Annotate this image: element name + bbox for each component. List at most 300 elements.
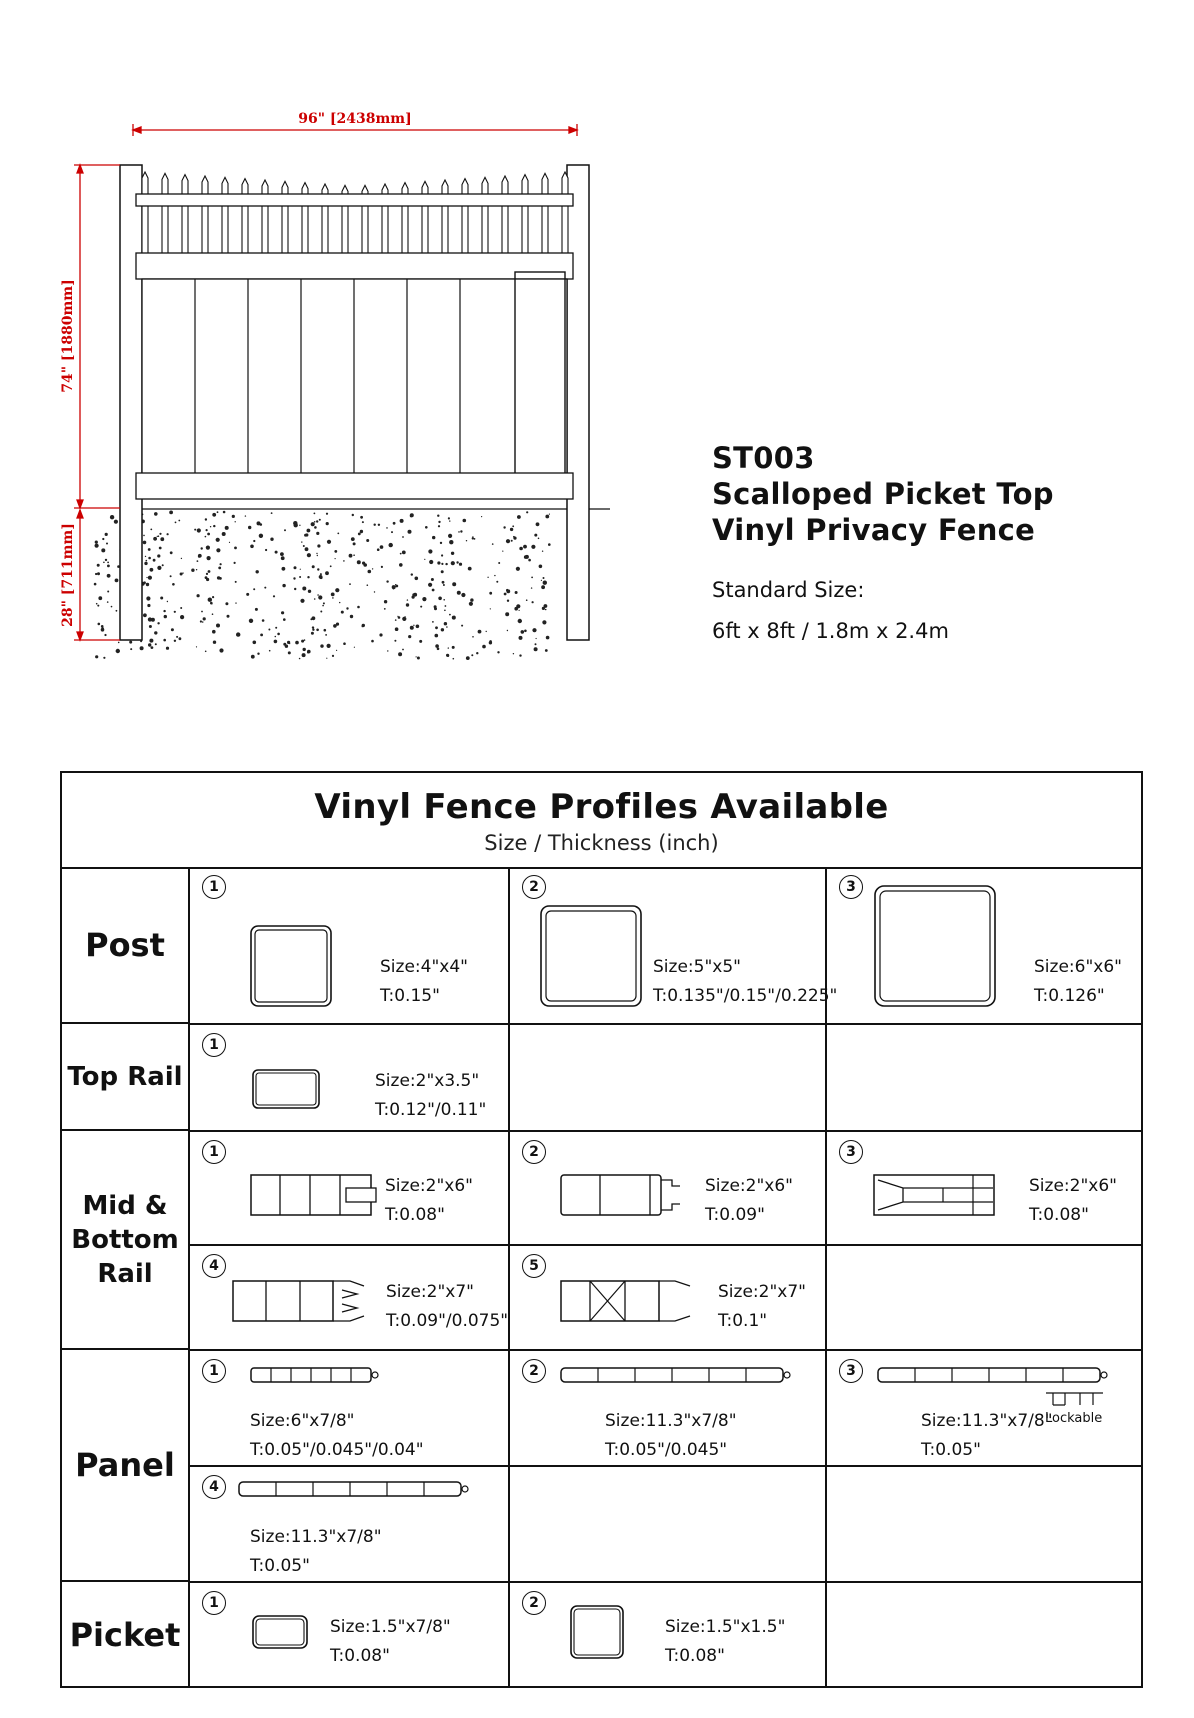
gravel-dot (322, 605, 324, 607)
gravel-dot (160, 537, 164, 541)
gravel-dot (143, 613, 147, 617)
gravel-dot (196, 569, 197, 570)
gravel-dot (449, 540, 453, 544)
picket-1-cell (190, 1583, 508, 1688)
picket-line (522, 175, 528, 253)
gravel-dot (444, 610, 446, 612)
gravel-dot (268, 629, 270, 631)
gravel-dot (220, 563, 222, 565)
gravel-dot (384, 608, 386, 610)
gravel-dot (371, 640, 374, 643)
gravel-dot (332, 597, 334, 599)
picket-line (542, 173, 548, 253)
gravel-dot (253, 588, 255, 590)
gravel-dot (545, 515, 549, 519)
panel-4-spec (250, 1523, 382, 1581)
gravel-dot (288, 651, 291, 654)
row-label-mid-bottom-rail: Mid & Bottom Rail (62, 1131, 190, 1350)
gravel-dot (130, 648, 132, 650)
table-subtitle: Size / Thickness (inch) (484, 831, 719, 855)
gravel-dot (362, 521, 364, 523)
gravel-dot (194, 529, 196, 531)
gravel-dot (507, 600, 509, 602)
gravel-dot (474, 538, 476, 540)
gravel-dot (301, 541, 302, 542)
gravel-dot (524, 555, 528, 559)
gravel-dot (372, 568, 373, 569)
gravel-dot (451, 552, 454, 555)
panel-3-spec (921, 1407, 1053, 1465)
picket-2-spec (665, 1613, 785, 1671)
gravel-dot (496, 581, 498, 583)
gravel-dot (351, 537, 355, 541)
gravel-dot (456, 561, 458, 563)
gravel-dot (148, 557, 151, 560)
table-header (62, 773, 1141, 869)
left-post (120, 165, 142, 640)
gravel-dot (513, 653, 514, 654)
item-number: 2 (522, 1359, 546, 1383)
gravel-dot (269, 650, 271, 652)
gravel-dot (223, 511, 226, 514)
gravel-dot (307, 553, 311, 557)
mid-rail-1-spec (385, 1172, 473, 1230)
gravel-dot (380, 545, 384, 549)
gravel-dot (246, 593, 249, 596)
gravel-dot (149, 625, 152, 628)
gravel-dot (299, 576, 301, 578)
row-label-panel: Panel (62, 1350, 190, 1582)
item-number: 3 (839, 875, 863, 899)
gravel-dot (326, 513, 328, 515)
gravel-dot (312, 626, 314, 628)
gravel-dot (441, 628, 444, 631)
picket-line (562, 172, 568, 253)
gravel-dot (389, 543, 393, 547)
gravel-dot (368, 570, 372, 574)
gravel-ground (94, 511, 551, 660)
gravel-dot (539, 565, 543, 569)
gravel-dot (545, 609, 547, 611)
gravel-dot (523, 545, 527, 549)
gravel-dot (394, 640, 396, 642)
gravel-dot (234, 562, 236, 564)
gravel-dot (420, 606, 422, 608)
gravel-dot (458, 531, 460, 533)
gravel-dot (212, 596, 214, 598)
profiles-table (60, 771, 1143, 1688)
gravel-dot (300, 569, 301, 570)
gravel-dot (413, 625, 414, 626)
gravel-dot (275, 551, 278, 554)
gravel-dot (174, 611, 176, 613)
gravel-dot (346, 607, 348, 609)
gravel-dot (451, 561, 455, 565)
gravel-dot (350, 615, 353, 618)
gravel-dot (260, 634, 263, 637)
gravel-dot (148, 617, 152, 621)
gravel-dot (494, 575, 495, 576)
gravel-dot (299, 525, 300, 526)
gravel-dot (360, 516, 363, 519)
gravel-dot (377, 548, 380, 551)
gravel-dot (320, 644, 323, 647)
gravel-dot (349, 554, 353, 558)
mid-rail-3-spec (1029, 1172, 1117, 1230)
gravel-dot (281, 611, 284, 614)
gravel-dot (431, 578, 434, 581)
gravel-dot (366, 539, 369, 542)
gravel-dot (445, 563, 447, 565)
gravel-dot (105, 559, 107, 561)
post-2-spec (653, 953, 837, 1011)
gravel-dot (114, 520, 118, 524)
gravel-dot (476, 652, 478, 654)
gravel-dot (308, 590, 311, 593)
gravel-dot (395, 627, 399, 631)
mid-rail-5-cell (510, 1246, 825, 1350)
gravel-dot (489, 641, 492, 644)
gravel-dot (438, 525, 440, 527)
gravel-dot (452, 616, 456, 620)
gravel-dot (304, 639, 306, 641)
spec-text: T:0.126" (1034, 986, 1105, 1006)
gravel-dot (327, 644, 331, 648)
gravel-dot (542, 620, 546, 624)
gravel-dot (447, 655, 449, 657)
gravel-dot (363, 563, 367, 567)
gravel-dot (157, 566, 161, 570)
gravel-dot (159, 533, 161, 535)
gravel-dot (425, 526, 428, 529)
gravel-dot (103, 562, 105, 564)
gravel-dot (408, 635, 411, 638)
gravel-dot (179, 637, 182, 640)
gravel-dot (106, 543, 108, 545)
gravel-dot (170, 575, 172, 577)
gravel-dot (386, 527, 388, 529)
gravel-dot (163, 610, 165, 612)
gravel-dot (271, 512, 273, 514)
gravel-dot (146, 577, 147, 578)
gravel-dot (469, 602, 473, 606)
mid-rail-5-spec (718, 1278, 806, 1336)
gravel-dot (452, 582, 456, 586)
gravel-dot (295, 641, 299, 645)
gravel-dot (395, 585, 398, 588)
mid-rail-2-cell (510, 1132, 825, 1245)
gravel-dot (212, 613, 214, 615)
gravel-dot (478, 630, 482, 634)
gravel-dot (449, 520, 450, 521)
gravel-dot (393, 522, 396, 525)
gravel-dot (153, 559, 156, 562)
spec-text: T:0.05"/0.045" (605, 1440, 728, 1460)
picket-line (482, 177, 488, 253)
gravel-dot (314, 526, 317, 529)
gravel-dot (548, 543, 551, 546)
spec-text: Size:1.5"x7/8" (330, 1617, 451, 1637)
gravel-dot (107, 601, 109, 603)
gravel-dot (206, 573, 208, 575)
gravel-dot (432, 621, 434, 623)
post-1-spec (380, 953, 468, 1011)
gravel-dot (531, 587, 532, 588)
gravel-dot (434, 607, 437, 610)
gravel-dot (234, 547, 237, 550)
gravel-dot (102, 538, 104, 540)
gravel-dot (167, 533, 169, 535)
row-label-post: Post (62, 867, 190, 1024)
gravel-dot (416, 625, 420, 629)
gravel-dot (416, 656, 417, 657)
picket-line (202, 176, 208, 253)
gravel-dot (432, 536, 435, 539)
gravel-dot (222, 532, 226, 536)
gravel-dot (486, 631, 487, 632)
gravel-dot (95, 544, 99, 548)
gravel-dot (305, 533, 308, 536)
gravel-dot (318, 595, 322, 599)
gravel-dot (155, 643, 157, 645)
gravel-dot (541, 580, 542, 581)
spec-text: Size:11.3"x7/8" (921, 1411, 1053, 1431)
gravel-dot (534, 647, 538, 651)
gravel-dot (212, 630, 216, 634)
gravel-dot (314, 513, 316, 515)
gravel-dot (545, 649, 548, 652)
gravel-dot (256, 570, 259, 573)
gravel-dot (225, 602, 228, 605)
gravel-dot (235, 581, 237, 583)
spec-text: Size:2"x6" (1029, 1176, 1117, 1196)
gravel-dot (97, 564, 100, 567)
mid-rail-1-cell (190, 1132, 508, 1245)
gravel-dot (166, 647, 169, 650)
gravel-dot (111, 606, 113, 608)
gravel-dot (196, 646, 197, 647)
gravel-dot (314, 521, 316, 523)
picket-line (462, 179, 468, 253)
gravel-dot (410, 626, 414, 630)
gravel-dot (415, 577, 419, 581)
spec-text: Size:11.3"x7/8" (250, 1527, 382, 1547)
panel-2-spec (605, 1407, 737, 1465)
gravel-dot (327, 540, 331, 544)
gravel-dot (428, 583, 432, 587)
gravel-dot (360, 530, 363, 533)
gravel-dot (300, 599, 304, 603)
gravel-dot (437, 561, 440, 564)
gravel-dot (213, 525, 215, 527)
gravel-dot (149, 639, 153, 643)
gravel-dot (400, 553, 402, 555)
gravel-dot (392, 585, 396, 589)
gravel-dot (154, 512, 158, 516)
gravel-dot (357, 606, 360, 609)
gravel-dot (275, 627, 277, 629)
gravel-dot (265, 549, 267, 551)
panel-4-cell (190, 1467, 508, 1582)
gravel-dot (445, 605, 447, 607)
gravel-dot (325, 634, 327, 636)
width-dimension: 96" [2438mm] (298, 111, 412, 127)
bottom-rail (136, 473, 573, 499)
gravel-dot (97, 605, 99, 607)
gravel-dot (320, 573, 322, 575)
gravel-dot (320, 611, 322, 613)
gravel-dot (150, 568, 154, 572)
gravel-dot (435, 644, 439, 648)
gravel-dot (217, 511, 219, 513)
gravel-dot (236, 632, 240, 636)
gravel-dot (531, 545, 535, 549)
gravel-dot (519, 654, 521, 656)
gravel-dot (285, 645, 288, 648)
top-rail-1-spec (375, 1067, 486, 1125)
gravel-dot (216, 624, 220, 628)
gravel-dot (516, 567, 520, 571)
gravel-dot (107, 591, 109, 593)
gravel-dot (160, 597, 163, 600)
gravel-dot (314, 598, 316, 600)
gravel-dot (232, 515, 235, 518)
picket-line (182, 175, 188, 253)
gravel-dot (384, 600, 387, 603)
gravel-dot (251, 655, 255, 659)
gravel-dot (208, 570, 211, 573)
gravel-dot (146, 583, 149, 586)
picket-line (262, 180, 268, 253)
gravel-dot (381, 566, 383, 568)
gravel-dot (303, 648, 306, 651)
gravel-dot (461, 625, 463, 627)
gravel-dot (312, 565, 315, 568)
picket-line (142, 172, 148, 253)
post-1-cell (190, 867, 508, 1024)
gravel-dot (482, 645, 486, 649)
gravel-dot (110, 515, 114, 519)
gravel-dot (197, 594, 200, 597)
gravel-dot (284, 529, 286, 531)
gravel-dot (502, 551, 503, 552)
gravel-dot (213, 641, 216, 644)
gravel-dot (419, 640, 422, 643)
gravel-dot (207, 556, 211, 560)
spec-text: Size:2"x7" (718, 1282, 806, 1302)
gravel-dot (227, 615, 230, 618)
gravel-dot (250, 545, 254, 549)
gravel-dot (281, 556, 285, 560)
gravel-dot (472, 636, 474, 638)
gravel-dot (489, 592, 492, 595)
gravel-dot (526, 511, 528, 513)
gravel-dot (513, 537, 516, 540)
gravel-dot (311, 522, 315, 526)
gravel-dot (105, 533, 108, 536)
gravel-dot (307, 576, 309, 578)
spec-text: Size:6"x7/8" (250, 1411, 355, 1431)
gravel-dot (324, 629, 327, 632)
gravel-dot (164, 615, 167, 618)
gravel-dot (150, 529, 152, 531)
gravel-dot (422, 597, 426, 601)
spec-text: Size:4"x4" (380, 957, 468, 977)
picket-line (282, 181, 288, 253)
spec-text: T:0.15" (380, 986, 440, 1006)
spec-text: Size:5"x5" (653, 957, 741, 977)
gravel-dot (205, 518, 207, 520)
gravel-dot (443, 599, 445, 601)
gravel-dot (289, 643, 290, 644)
depth-dimension: 28" [711mm] (60, 523, 76, 627)
gravel-dot (101, 625, 104, 628)
item-number: 1 (202, 1140, 226, 1164)
mid-rail-4-spec (386, 1278, 508, 1336)
spec-text: T:0.1" (718, 1311, 768, 1331)
gravel-dot (512, 525, 514, 527)
gravel-dot (503, 526, 505, 528)
gravel-dot (411, 573, 413, 575)
mid-rail-3-cell (827, 1132, 1143, 1245)
gravel-dot (398, 652, 402, 656)
gravel-dot (146, 596, 150, 600)
lockable-note: Lockable (1045, 1411, 1103, 1426)
standard-size-label: Standard Size: (712, 578, 865, 602)
gravel-dot (543, 577, 545, 579)
gravel-dot (429, 560, 433, 564)
gravel-dot (302, 587, 306, 591)
gravel-dot (466, 656, 470, 660)
gravel-dot (94, 583, 97, 586)
panel-1-spec (250, 1407, 424, 1465)
gravel-dot (277, 633, 280, 636)
gravel-dot (444, 622, 447, 625)
spec-text: T:0.08" (385, 1205, 445, 1225)
gravel-dot (197, 560, 199, 562)
gravel-dot (534, 534, 537, 537)
gravel-dot (148, 576, 152, 580)
gravel-dot (97, 572, 100, 575)
gravel-dot (466, 540, 467, 541)
gravel-dot (468, 567, 472, 571)
gravel-dot (402, 617, 406, 621)
gravel-dot (283, 618, 286, 621)
gravel-dot (144, 562, 147, 565)
gravel-dot (541, 585, 545, 589)
spec-text: T:0.08" (665, 1646, 725, 1666)
gravel-dot (305, 547, 309, 551)
gravel-dot (461, 593, 465, 597)
item-number: 1 (202, 875, 226, 899)
gravel-dot (481, 516, 482, 517)
gravel-dot (472, 537, 474, 539)
gravel-dot (317, 568, 319, 570)
picket-line (442, 180, 448, 253)
gravel-dot (330, 565, 332, 567)
gravel-dot (438, 521, 440, 523)
gravel-dot (336, 650, 337, 651)
gravel-dot (172, 583, 175, 586)
gravel-dot (182, 572, 183, 573)
gravel-dot (253, 641, 257, 645)
gravel-dot (443, 584, 445, 586)
picket-line (422, 181, 428, 253)
gravel-dot (248, 526, 251, 529)
gravel-dot (201, 611, 203, 613)
item-number: 4 (202, 1475, 226, 1499)
gravel-dot (218, 567, 221, 570)
